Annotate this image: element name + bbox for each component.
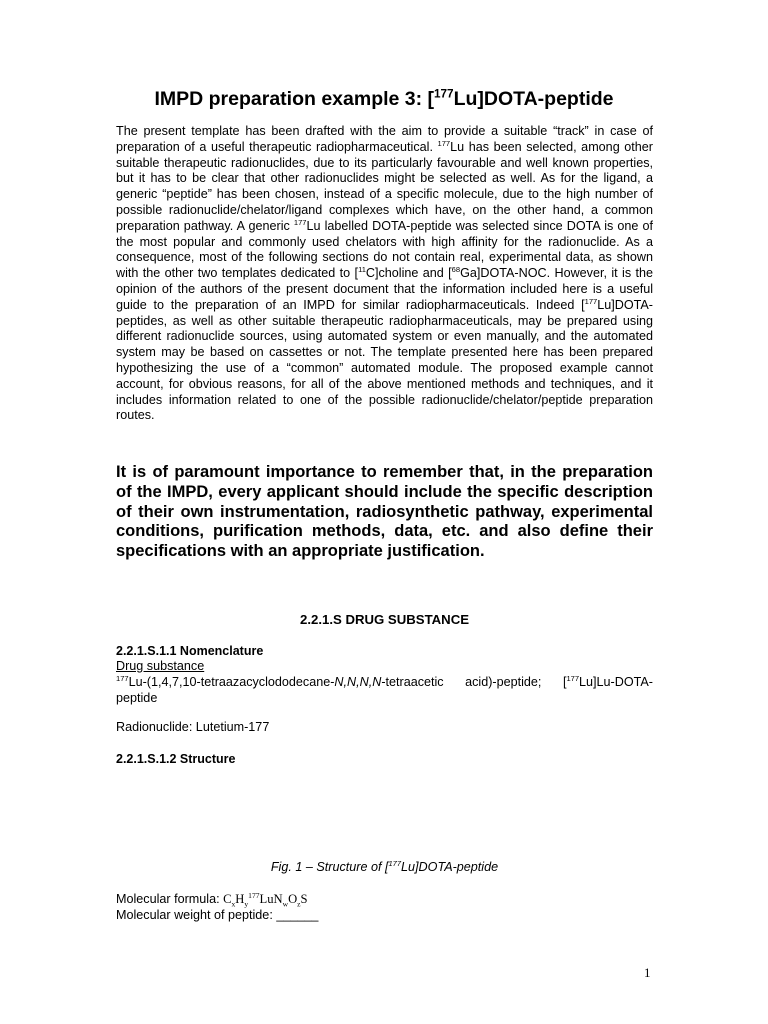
drug-substance-label: Drug substance bbox=[116, 659, 205, 673]
intro-superscript: 177 bbox=[437, 138, 451, 148]
molecular-formula bbox=[116, 892, 308, 907]
intro-text: Lu]DOTA-peptides, as well as other suitable therapeutic radiopharmaceuticals, may be prepared using different radionuclide sources, using automated system or even manually, and the automated system may be based on cassettes or not. The template presented here has been prepared hypothesizing the use of a “common” automated module. The proposed example cannot account, for obvious reasons, for all of the above mentioned methods and techniques, and it includes information related to one of the possible radionuclide/chelator/peptide preparation routes. bbox=[116, 297, 653, 423]
nomenclature-italic: N,N,N,N bbox=[334, 675, 382, 689]
nomenclature-superscript: 177 bbox=[116, 673, 129, 683]
section-heading: 2.2.1.S DRUG SUBSTANCE bbox=[299, 612, 470, 627]
weight-label: Molecular weight of peptide: bbox=[116, 908, 277, 922]
intro-text: Ga]DOTA-NOC. However, it is the opinion of the authors of the present document that the information included here is a useful guide to the preparation of an IMPD for similar radiopharmaceuticals. Indeed [ bbox=[116, 266, 653, 312]
emphasis-paragraph: It is of paramount importance to remember that, in the preparation of the IMPD, every applicant should include the specific description of their own instrumentation, radiosynthetic pathway, experimental conditions, purification methods, data, etc. and also define their specifications with an appropriate justification. bbox=[116, 463, 653, 561]
intro-superscript: 177 bbox=[584, 296, 598, 306]
intro-text: C]choline and [ bbox=[365, 266, 452, 281]
title-superscript: 177 bbox=[434, 87, 454, 101]
figure-caption bbox=[116, 860, 653, 874]
page-number: 1 bbox=[644, 965, 651, 980]
nomenclature-text bbox=[116, 675, 653, 707]
formula-subscript: z bbox=[297, 899, 301, 909]
title-text-end: Lu]DOTA-peptide bbox=[453, 88, 614, 110]
formula-element: N bbox=[273, 892, 283, 906]
caption-superscript: 177 bbox=[388, 858, 402, 868]
intro-superscript: 11 bbox=[358, 264, 366, 274]
structure-heading: 2.2.1.S.1.2 Structure bbox=[116, 752, 236, 766]
nomenclature-heading: 2.2.1.S.1.1 Nomenclature bbox=[116, 644, 264, 658]
formula-element: Lu bbox=[259, 892, 274, 906]
caption-text: Fig. 1 – Structure of [ bbox=[270, 860, 389, 874]
intro-text: Lu has been selected, among other suitable therapeutic radionuclides, due to its particularly favourable and well known properties, but it has to be clear that other radionuclides might be selected as well. As for the ligand, a generic “peptide” has been chosen, instead of a specific molecule, due to the high number of possible radionuclide/chelator/ligand complexes which have, on the other hand, a common preparation pathway. A generic bbox=[116, 139, 653, 233]
intro-paragraph bbox=[116, 124, 653, 424]
radionuclide-line: Radionuclide: Lutetium-177 bbox=[116, 720, 270, 734]
formula-subscript: w bbox=[282, 899, 289, 909]
intro-text: Lu labelled DOTA-peptide was selected since DOTA is one of the most popular and commonly used chelators with high affinity for the radionuclide. As a consequence, most of the following sections do not contain real, experimental data, as shown with the other two templates dedicated to [ bbox=[116, 218, 653, 281]
formula-element: O bbox=[288, 892, 298, 906]
intro-superscript: 177 bbox=[293, 217, 307, 227]
nomenclature-superscript: 177 bbox=[566, 673, 580, 683]
formula-subscript: y bbox=[244, 899, 249, 909]
caption-text-end: Lu]DOTA-peptide bbox=[401, 860, 499, 874]
formula-subscript: x bbox=[231, 899, 236, 909]
intro-superscript: 68 bbox=[451, 264, 461, 274]
formula-superscript: 177 bbox=[248, 890, 260, 900]
nomenclature-part: -tetraacetic acid)-peptide; [ bbox=[381, 675, 567, 689]
formula-label: Molecular formula: bbox=[116, 892, 224, 906]
nomenclature-part: Lu-(1,4,7,10-tetraazacyclododecane- bbox=[128, 675, 335, 689]
intro-text: The present template has been drafted with the aim to provide a suitable “track” in case of preparation of a useful therapeutic radiopharmaceutical. bbox=[116, 124, 653, 154]
document-title bbox=[116, 88, 652, 111]
formula-value bbox=[223, 890, 308, 909]
weight-blank: ______ bbox=[276, 908, 319, 922]
formula-element: S bbox=[300, 892, 308, 906]
nomenclature-part: Lu]Lu-DOTA-peptide bbox=[116, 675, 653, 705]
formula-element: C bbox=[223, 892, 232, 906]
title-text: IMPD preparation example 3: [ bbox=[154, 88, 435, 110]
molecular-weight bbox=[116, 908, 318, 922]
formula-element: H bbox=[235, 892, 245, 906]
